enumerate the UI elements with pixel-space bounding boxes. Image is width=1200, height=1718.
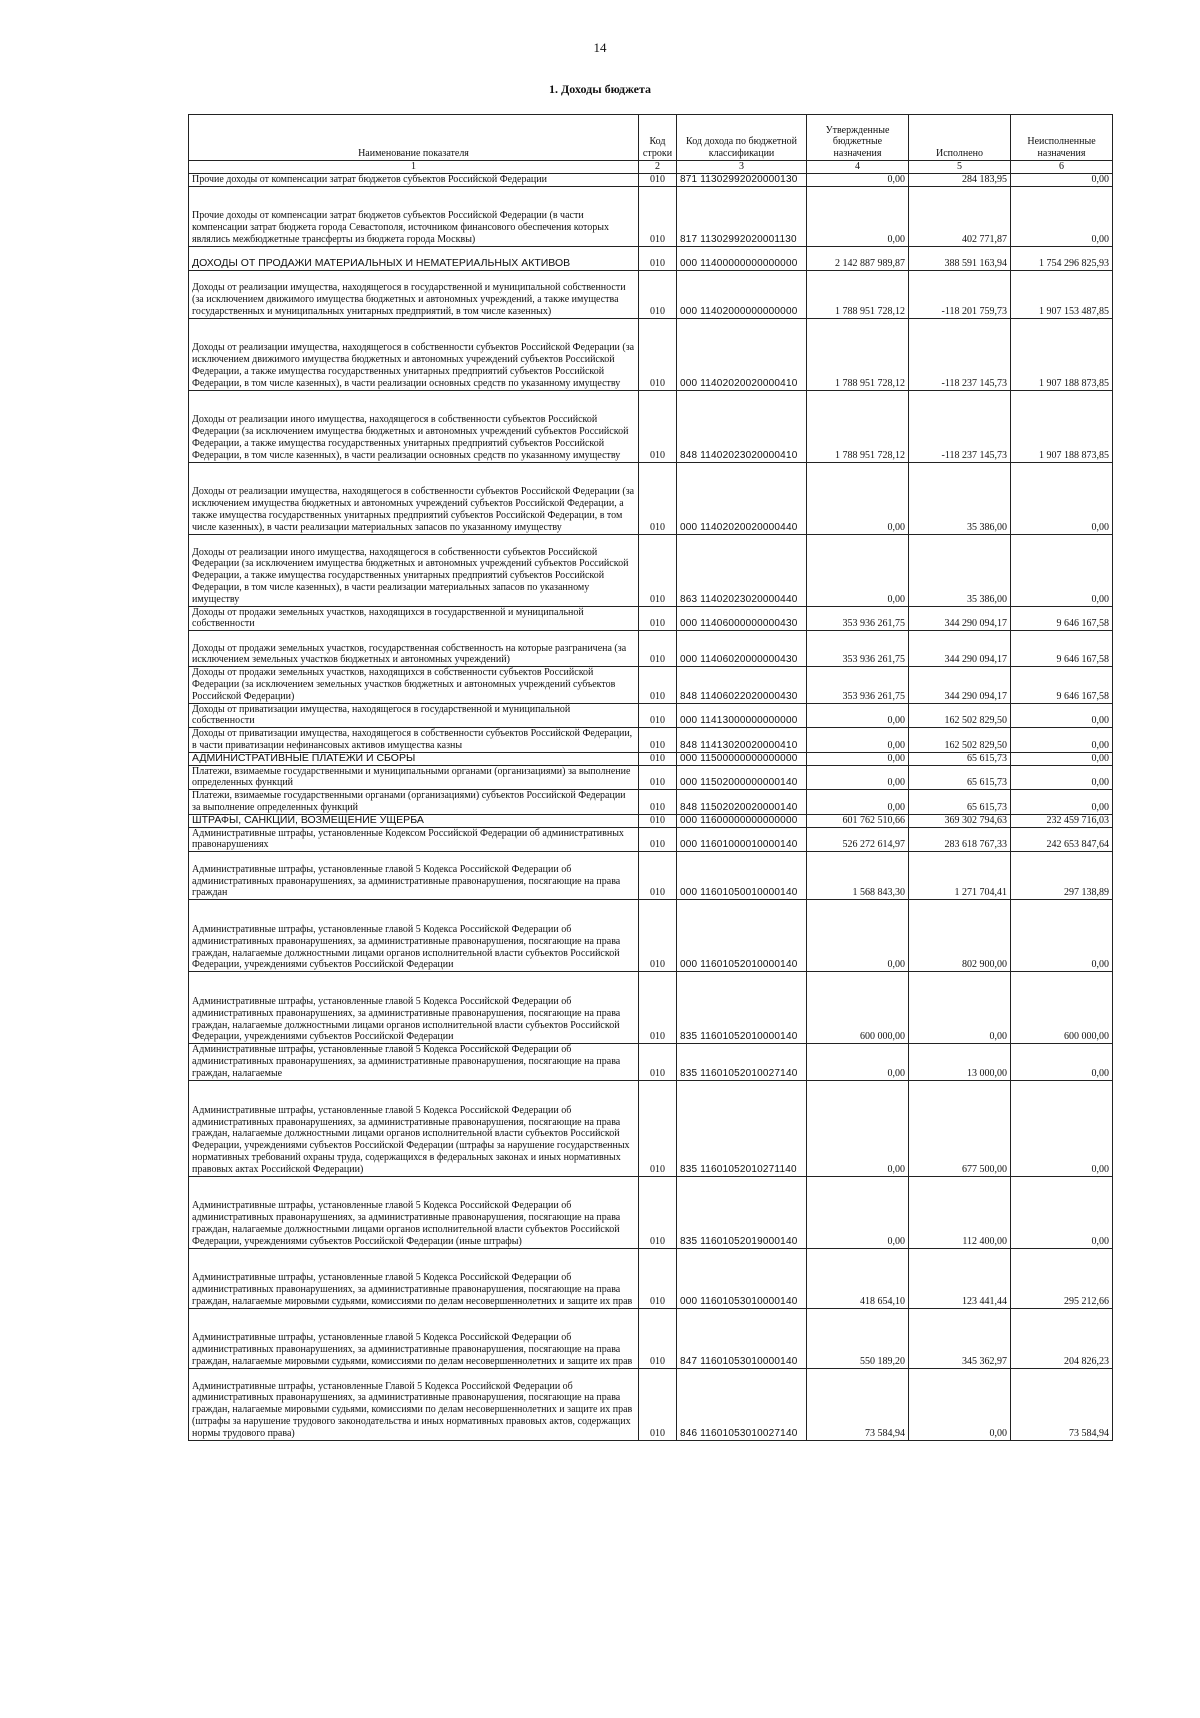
column-number: 1 <box>189 161 639 174</box>
row-executed: 35 386,00 <box>909 534 1011 606</box>
table-header-row <box>189 115 1113 161</box>
row-code: 010 <box>639 246 677 270</box>
row-executed: 344 290 094,17 <box>909 667 1011 703</box>
row-name: Доходы от продажи земельных участков, находящихся в государственной и муниципальной собственности <box>189 606 639 631</box>
row-classification: 835 11601052010271140 <box>677 1080 807 1176</box>
table-row <box>189 703 1113 728</box>
row-approved: 2 142 887 989,87 <box>807 246 909 270</box>
row-classification: 000 11406020000000430 <box>677 631 807 667</box>
table-row <box>189 667 1113 703</box>
table-row <box>189 827 1113 852</box>
row-unexecuted: 0,00 <box>1011 900 1113 972</box>
table-row <box>189 852 1113 900</box>
row-code: 010 <box>639 900 677 972</box>
row-code: 010 <box>639 814 677 827</box>
row-approved: 0,00 <box>807 703 909 728</box>
row-classification: 847 11601053010000140 <box>677 1308 807 1368</box>
row-classification: 863 11402023020000440 <box>677 534 807 606</box>
row-classification: 000 11600000000000000 <box>677 814 807 827</box>
row-unexecuted: 73 584,94 <box>1011 1368 1113 1440</box>
row-code: 010 <box>639 1248 677 1308</box>
row-name: Прочие доходы от компенсации затрат бюджетов субъектов Российской Федерации <box>189 173 639 186</box>
row-name: Административные штрафы, установленные главой 5 Кодекса Российской Федерации об административных правонарушениях, за административные правонарушения, посягающие на права граждан, налагаемые должностными лицами органов исполнительной власти субъектов Российской Федерации, учреждениями субъектов Российской Федерации <box>189 972 639 1044</box>
row-name: Доходы от продажи земельных участков, государственная собственность на которые разграничена (за исключением земельных участков бюджетных и автономных учреждений) <box>189 631 639 667</box>
column-number: 4 <box>807 161 909 174</box>
row-executed: 35 386,00 <box>909 462 1011 534</box>
row-classification: 000 11402020020000440 <box>677 462 807 534</box>
row-name: Административные штрафы, установленные главой 5 Кодекса Российской Федерации об административных правонарушениях, за административные правонарушения, посягающие на права граждан, налагаемые должностными лицами органов исполнительной власти субъектов Российской Федерации, учреждениями субъектов Российской Федерации (иные штрафы) <box>189 1176 639 1248</box>
row-executed: 65 615,73 <box>909 765 1011 790</box>
table-row <box>189 752 1113 765</box>
row-name: Административные штрафы, установленные главой 5 Кодекса Российской Федерации об административных правонарушениях, за административные правонарушения, посягающие на права граждан, налагаемые должностными лицами органов исполнительной власти субъектов Российской Федерации, учреждениями субъектов Российской Федерации <box>189 900 639 972</box>
table-row <box>189 1368 1113 1440</box>
row-executed: 284 183,95 <box>909 173 1011 186</box>
row-name: Доходы от реализации имущества, находящегося в собственности субъектов Российской Федерации (за исключением движимого имущества бюджетных и автономных учреждений субъектов Российской Федерации, а также имущества государственных унитарных предприятий субъектов Российской Федерации, в том числе казенных), в части реализации основных средств по указанному имуществу <box>189 318 639 390</box>
table-row <box>189 318 1113 390</box>
row-code: 010 <box>639 728 677 753</box>
row-unexecuted: 9 646 167,58 <box>1011 606 1113 631</box>
row-executed: 162 502 829,50 <box>909 728 1011 753</box>
row-code: 010 <box>639 534 677 606</box>
row-code: 010 <box>639 765 677 790</box>
row-name: Доходы от продажи земельных участков, находящихся в собственности субъектов Российской Федерации (за исключением земельных участков бюджетных и автономных учреждений субъектов Российской Федерации) <box>189 667 639 703</box>
row-approved: 0,00 <box>807 1080 909 1176</box>
row-approved: 0,00 <box>807 900 909 972</box>
table-row <box>189 631 1113 667</box>
row-name: Административные штрафы, установленные главой 5 Кодекса Российской Федерации об административных правонарушениях, за административные правонарушения, посягающие на права граждан, налагаемые мировыми судьями, комиссиями по делам несовершеннолетних и защите их прав <box>189 1248 639 1308</box>
row-approved: 1 788 951 728,12 <box>807 270 909 318</box>
table-row <box>189 814 1113 827</box>
row-approved: 418 654,10 <box>807 1248 909 1308</box>
row-classification: 000 11601050010000140 <box>677 852 807 900</box>
row-approved: 1 568 843,30 <box>807 852 909 900</box>
row-name: Платежи, взимаемые государственными и муниципальными органами (организациями) за выполнение определенных функций <box>189 765 639 790</box>
row-unexecuted: 600 000,00 <box>1011 972 1113 1044</box>
row-code: 010 <box>639 1308 677 1368</box>
table-row <box>189 765 1113 790</box>
row-approved: 0,00 <box>807 186 909 246</box>
table-row <box>189 606 1113 631</box>
row-unexecuted: 0,00 <box>1011 534 1113 606</box>
row-executed: 65 615,73 <box>909 790 1011 815</box>
row-code: 010 <box>639 462 677 534</box>
row-code: 010 <box>639 972 677 1044</box>
row-classification: 000 11500000000000000 <box>677 752 807 765</box>
row-executed: 802 900,00 <box>909 900 1011 972</box>
row-classification: 000 11406000000000430 <box>677 606 807 631</box>
revenue-table <box>188 114 1113 1441</box>
header-approved: Утвержденные бюджетные назначения <box>807 115 909 161</box>
table-row <box>189 173 1113 186</box>
row-executed: -118 237 145,73 <box>909 318 1011 390</box>
table-row <box>189 900 1113 972</box>
row-unexecuted: 0,00 <box>1011 462 1113 534</box>
table-row <box>189 728 1113 753</box>
row-classification: 846 11601053010027140 <box>677 1368 807 1440</box>
row-name: ШТРАФЫ, САНКЦИИ, ВОЗМЕЩЕНИЕ УЩЕРБА <box>189 814 639 827</box>
row-executed: -118 237 145,73 <box>909 390 1011 462</box>
row-unexecuted: 204 826,23 <box>1011 1308 1113 1368</box>
row-unexecuted: 0,00 <box>1011 703 1113 728</box>
row-code: 010 <box>639 186 677 246</box>
row-unexecuted: 0,00 <box>1011 728 1113 753</box>
row-classification: 835 11601052010000140 <box>677 972 807 1044</box>
row-approved: 0,00 <box>807 790 909 815</box>
row-classification: 835 11601052019000140 <box>677 1176 807 1248</box>
row-executed: 162 502 829,50 <box>909 703 1011 728</box>
column-number: 2 <box>639 161 677 174</box>
row-unexecuted: 0,00 <box>1011 752 1113 765</box>
section-title: 1. Доходы бюджета <box>548 82 652 96</box>
row-executed: 344 290 094,17 <box>909 631 1011 667</box>
row-classification: 000 11601052010000140 <box>677 900 807 972</box>
row-classification: 000 11400000000000000 <box>677 246 807 270</box>
row-classification: 848 11502020020000140 <box>677 790 807 815</box>
row-classification: 000 11502000000000140 <box>677 765 807 790</box>
row-approved: 0,00 <box>807 534 909 606</box>
table-row <box>189 1044 1113 1080</box>
row-executed: 345 362,97 <box>909 1308 1011 1368</box>
row-name: Доходы от реализации иного имущества, находящегося в собственности субъектов Российской Федерации (за исключением имущества бюджетных и автономных учреждений субъектов Российской Федерации, а также имущества государственных унитарных предприятий субъектов Российской Федерации, в том числе казенных), в части реализации материальных запасов по указанному имуществу <box>189 534 639 606</box>
row-executed: 1 271 704,41 <box>909 852 1011 900</box>
row-executed: 112 400,00 <box>909 1176 1011 1248</box>
row-unexecuted: 1 754 296 825,93 <box>1011 246 1113 270</box>
row-unexecuted: 0,00 <box>1011 1044 1113 1080</box>
row-executed: 344 290 094,17 <box>909 606 1011 631</box>
row-executed: 388 591 163,94 <box>909 246 1011 270</box>
row-code: 010 <box>639 790 677 815</box>
row-code: 010 <box>639 1368 677 1440</box>
row-code: 010 <box>639 390 677 462</box>
row-approved: 353 936 261,75 <box>807 606 909 631</box>
table-row <box>189 1308 1113 1368</box>
row-code: 010 <box>639 606 677 631</box>
row-code: 010 <box>639 752 677 765</box>
row-unexecuted: 297 138,89 <box>1011 852 1113 900</box>
row-executed: 283 618 767,33 <box>909 827 1011 852</box>
row-code: 010 <box>639 827 677 852</box>
table-row <box>189 186 1113 246</box>
page-number: 14 <box>593 40 607 55</box>
column-number: 3 <box>677 161 807 174</box>
row-approved: 1 788 951 728,12 <box>807 390 909 462</box>
table-row <box>189 462 1113 534</box>
table-row <box>189 972 1113 1044</box>
row-approved: 1 788 951 728,12 <box>807 318 909 390</box>
row-unexecuted: 0,00 <box>1011 790 1113 815</box>
row-unexecuted: 0,00 <box>1011 1176 1113 1248</box>
column-number: 5 <box>909 161 1011 174</box>
row-classification: 848 11406022020000430 <box>677 667 807 703</box>
row-approved: 526 272 614,97 <box>807 827 909 852</box>
row-code: 010 <box>639 667 677 703</box>
row-executed: 0,00 <box>909 972 1011 1044</box>
row-unexecuted: 0,00 <box>1011 1080 1113 1176</box>
row-unexecuted: 0,00 <box>1011 173 1113 186</box>
row-name: Доходы от реализации имущества, находящегося в собственности субъектов Российской Федерации (за исключением имущества бюджетных и автономных учреждений субъектов Российской Федерации, а также имущества государственных унитарных предприятий субъектов Российской Федерации, в том числе казенных), в части реализации материальных запасов по указанному имуществу <box>189 462 639 534</box>
row-name: Доходы от приватизации имущества, находящегося в государственной и муниципальной собственности <box>189 703 639 728</box>
row-approved: 0,00 <box>807 752 909 765</box>
row-name: Доходы от реализации имущества, находящегося в государственной и муниципальной собственности (за исключением движимого имущества бюджетных и автономных учреждений, а также имущества государственных и муниципальных унитарных предприятий, в том числе казенных) <box>189 270 639 318</box>
row-unexecuted: 9 646 167,58 <box>1011 667 1113 703</box>
row-code: 010 <box>639 270 677 318</box>
row-executed: 0,00 <box>909 1368 1011 1440</box>
column-number-row <box>189 161 1113 174</box>
row-classification: 848 11413020020000410 <box>677 728 807 753</box>
table-row <box>189 534 1113 606</box>
row-name: Доходы от реализации иного имущества, находящегося в собственности субъектов Российской Федерации (за исключением имущества бюджетных и автономных учреждений субъектов Российской Федерации, а также имущества государственных унитарных предприятий субъектов Российской Федерации, в том числе казенных), в части реализации основных средств по указанному имуществу <box>189 390 639 462</box>
row-code: 010 <box>639 631 677 667</box>
row-executed: -118 201 759,73 <box>909 270 1011 318</box>
row-name: Административные штрафы, установленные главой 5 Кодекса Российской Федерации об административных правонарушениях, за административные правонарушения, посягающие на права граждан, налагаемые мировыми судьями, комиссиями по делам несовершеннолетних и защите их прав <box>189 1308 639 1368</box>
table-row <box>189 1080 1113 1176</box>
row-approved: 73 584,94 <box>807 1368 909 1440</box>
row-unexecuted: 1 907 153 487,85 <box>1011 270 1113 318</box>
header-code: Код строки <box>639 115 677 161</box>
row-code: 010 <box>639 852 677 900</box>
row-name: Административные штрафы, установленные главой 5 Кодекса Российской Федерации об административных правонарушениях, за административные правонарушения, посягающие на права граждан, налагаемые <box>189 1044 639 1080</box>
header-executed: Исполнено <box>909 115 1011 161</box>
table-row <box>189 1248 1113 1308</box>
row-classification: 000 11601000010000140 <box>677 827 807 852</box>
row-name: Административные штрафы, установленные главой 5 Кодекса Российской Федерации об административных правонарушениях, за административные правонарушения, посягающие на права граждан <box>189 852 639 900</box>
row-unexecuted: 242 653 847,64 <box>1011 827 1113 852</box>
row-classification: 000 11402020020000410 <box>677 318 807 390</box>
header-name: Наименование показателя <box>189 115 639 161</box>
row-unexecuted: 295 212,66 <box>1011 1248 1113 1308</box>
table-row <box>189 1176 1113 1248</box>
row-name: Административные штрафы, установленные Главой 5 Кодекса Российской Федерации об административных правонарушениях, за административные правонарушения, посягающие на права граждан, налагаемые мировыми судьями, комиссиями по делам несовершеннолетних и защите их прав (штрафы за нарушение трудового законодательства и иных нормативных правовых актов, содержащих нормы трудового права) <box>189 1368 639 1440</box>
row-approved: 0,00 <box>807 765 909 790</box>
row-executed: 13 000,00 <box>909 1044 1011 1080</box>
row-approved: 0,00 <box>807 1044 909 1080</box>
row-classification: 000 11413000000000000 <box>677 703 807 728</box>
row-code: 010 <box>639 703 677 728</box>
row-approved: 600 000,00 <box>807 972 909 1044</box>
row-name: Платежи, взимаемые государственными органами (организациями) субъектов Российской Федерации за выполнение определенных функций <box>189 790 639 815</box>
header-unexecuted: Неисполненные назначения <box>1011 115 1113 161</box>
row-classification: 000 11601053010000140 <box>677 1248 807 1308</box>
row-code: 010 <box>639 1044 677 1080</box>
row-approved: 353 936 261,75 <box>807 667 909 703</box>
header-classification: Код дохода по бюджетной классификации <box>677 115 807 161</box>
row-classification: 848 11402023020000410 <box>677 390 807 462</box>
row-unexecuted: 1 907 188 873,85 <box>1011 318 1113 390</box>
row-unexecuted: 1 907 188 873,85 <box>1011 390 1113 462</box>
row-approved: 353 936 261,75 <box>807 631 909 667</box>
row-name: Прочие доходы от компенсации затрат бюджетов субъектов Российской Федерации (в части компенсации затрат бюджета города Севастополя, источником финансового обеспечения которых являлись межбюджетные трансферты из бюджета города Москвы) <box>189 186 639 246</box>
table-row <box>189 246 1113 270</box>
row-executed: 677 500,00 <box>909 1080 1011 1176</box>
row-unexecuted: 232 459 716,03 <box>1011 814 1113 827</box>
row-approved: 0,00 <box>807 728 909 753</box>
row-unexecuted: 9 646 167,58 <box>1011 631 1113 667</box>
row-code: 010 <box>639 1080 677 1176</box>
row-approved: 0,00 <box>807 1176 909 1248</box>
row-approved: 601 762 510,66 <box>807 814 909 827</box>
table-row <box>189 270 1113 318</box>
row-name: АДМИНИСТРАТИВНЫЕ ПЛАТЕЖИ И СБОРЫ <box>189 752 639 765</box>
column-number: 6 <box>1011 161 1113 174</box>
row-unexecuted: 0,00 <box>1011 186 1113 246</box>
table-row <box>189 790 1113 815</box>
row-code: 010 <box>639 173 677 186</box>
row-executed: 123 441,44 <box>909 1248 1011 1308</box>
row-name: Административные штрафы, установленные Кодексом Российской Федерации об административных правонарушениях <box>189 827 639 852</box>
row-code: 010 <box>639 318 677 390</box>
row-classification: 871 11302992020000130 <box>677 173 807 186</box>
row-unexecuted: 0,00 <box>1011 765 1113 790</box>
row-executed: 402 771,87 <box>909 186 1011 246</box>
row-name: Административные штрафы, установленные главой 5 Кодекса Российской Федерации об административных правонарушениях, за административные правонарушения, посягающие на права граждан, налагаемые должностными лицами органов исполнительной власти субъектов Российской Федерации, учреждениями субъектов Российской Федерации (штрафы за нарушение государственных нормативных требований охраны труда, содержащихся в федеральных законах и иных нормативных правовых актах Российской Федерации) <box>189 1080 639 1176</box>
row-executed: 65 615,73 <box>909 752 1011 765</box>
row-name: Доходы от приватизации имущества, находящегося в собственности субъектов Российской Федерации, в части приватизации нефинансовых активов имущества казны <box>189 728 639 753</box>
row-approved: 550 189,20 <box>807 1308 909 1368</box>
row-code: 010 <box>639 1176 677 1248</box>
row-classification: 835 11601052010027140 <box>677 1044 807 1080</box>
row-approved: 0,00 <box>807 173 909 186</box>
row-name: ДОХОДЫ ОТ ПРОДАЖИ МАТЕРИАЛЬНЫХ И НЕМАТЕРИАЛЬНЫХ АКТИВОВ <box>189 246 639 270</box>
table-row <box>189 390 1113 462</box>
row-approved: 0,00 <box>807 462 909 534</box>
row-executed: 369 302 794,63 <box>909 814 1011 827</box>
row-classification: 817 11302992020001130 <box>677 186 807 246</box>
row-classification: 000 11402000000000000 <box>677 270 807 318</box>
